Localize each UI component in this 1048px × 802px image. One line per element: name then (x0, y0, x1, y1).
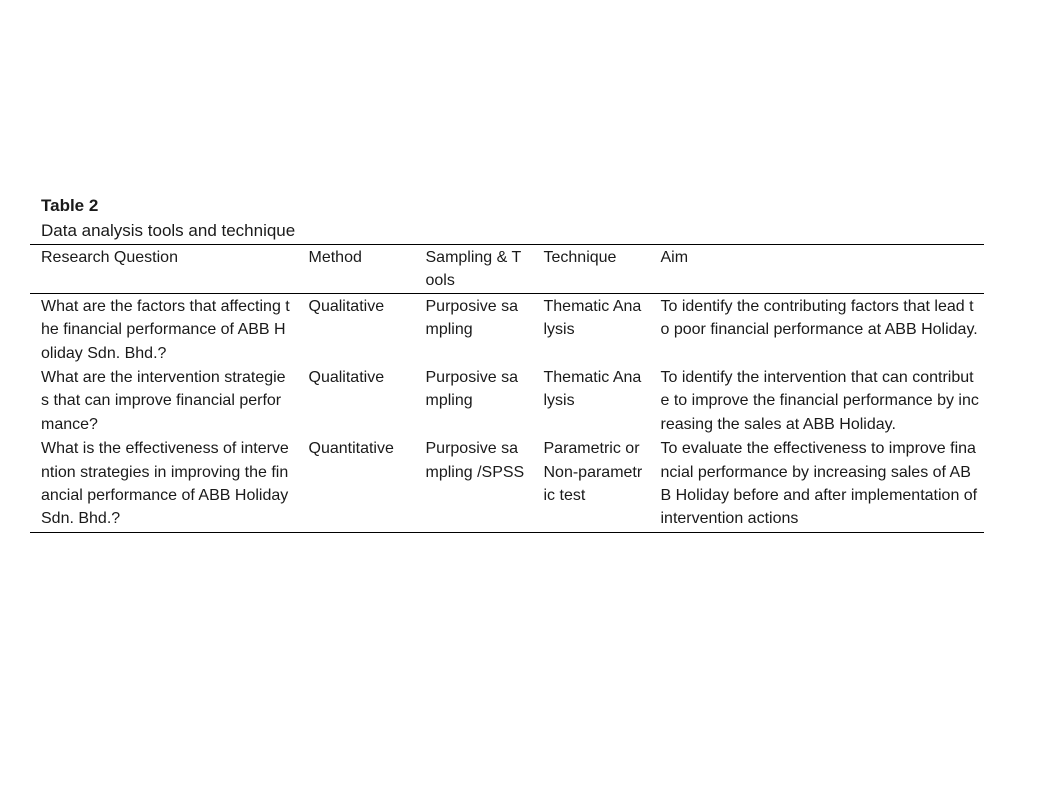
cell-technique: Parametric or Non-parametric test (532, 436, 649, 532)
header-method: Method (297, 245, 414, 294)
header-sampling-tools: Sampling & Tools (414, 245, 532, 294)
table-caption: Data analysis tools and technique (41, 221, 296, 240)
header-research-question: Research Question (30, 245, 297, 294)
table-row (30, 293, 984, 365)
cell-technique: Thematic Analysis (543, 297, 642, 339)
cell-sampling-tools: Purposive sampling /SPSS (414, 436, 532, 532)
cell-research-question: What is the effectiveness of intervention strategies in improving the financial performance of ABB Holiday Sdn. Bhd.? (30, 436, 297, 532)
table-row (30, 436, 984, 532)
cell-technique: Thematic Analysis (543, 369, 642, 410)
cell-aim: To identify the intervention that can contribute to improve the financial performance by increasing the sales at ABB Holiday. (660, 369, 979, 433)
cell-aim: To evaluate the effectiveness to improve financial performance by increasing sales of ABB Holiday before and after implementation of intervention actions (649, 436, 984, 532)
table-header-row (30, 245, 984, 294)
cell-method: Quantitative (297, 436, 414, 532)
cell-sampling-tools: Purposive sampling (425, 297, 518, 339)
cell-research-question: What are the factors that affecting the financial performance of ABB Holiday Sdn. Bhd.? (41, 297, 290, 362)
document-table-section (30, 194, 984, 533)
cell-aim: To identify the contributing factors that lead to poor financial performance at ABB Holiday. (660, 297, 978, 339)
cell-method: Qualitative (308, 369, 385, 387)
table-number: Table 2 (41, 196, 99, 215)
cell-sampling-tools: Purposive sampling (425, 369, 518, 410)
table-row (30, 365, 984, 436)
header-technique: Technique (532, 245, 649, 294)
data-analysis-table (30, 244, 984, 533)
cell-method: Qualitative (308, 297, 385, 315)
header-aim: Aim (649, 245, 984, 294)
cell-research-question: What are the intervention strategies that can improve financial performance? (41, 369, 286, 433)
